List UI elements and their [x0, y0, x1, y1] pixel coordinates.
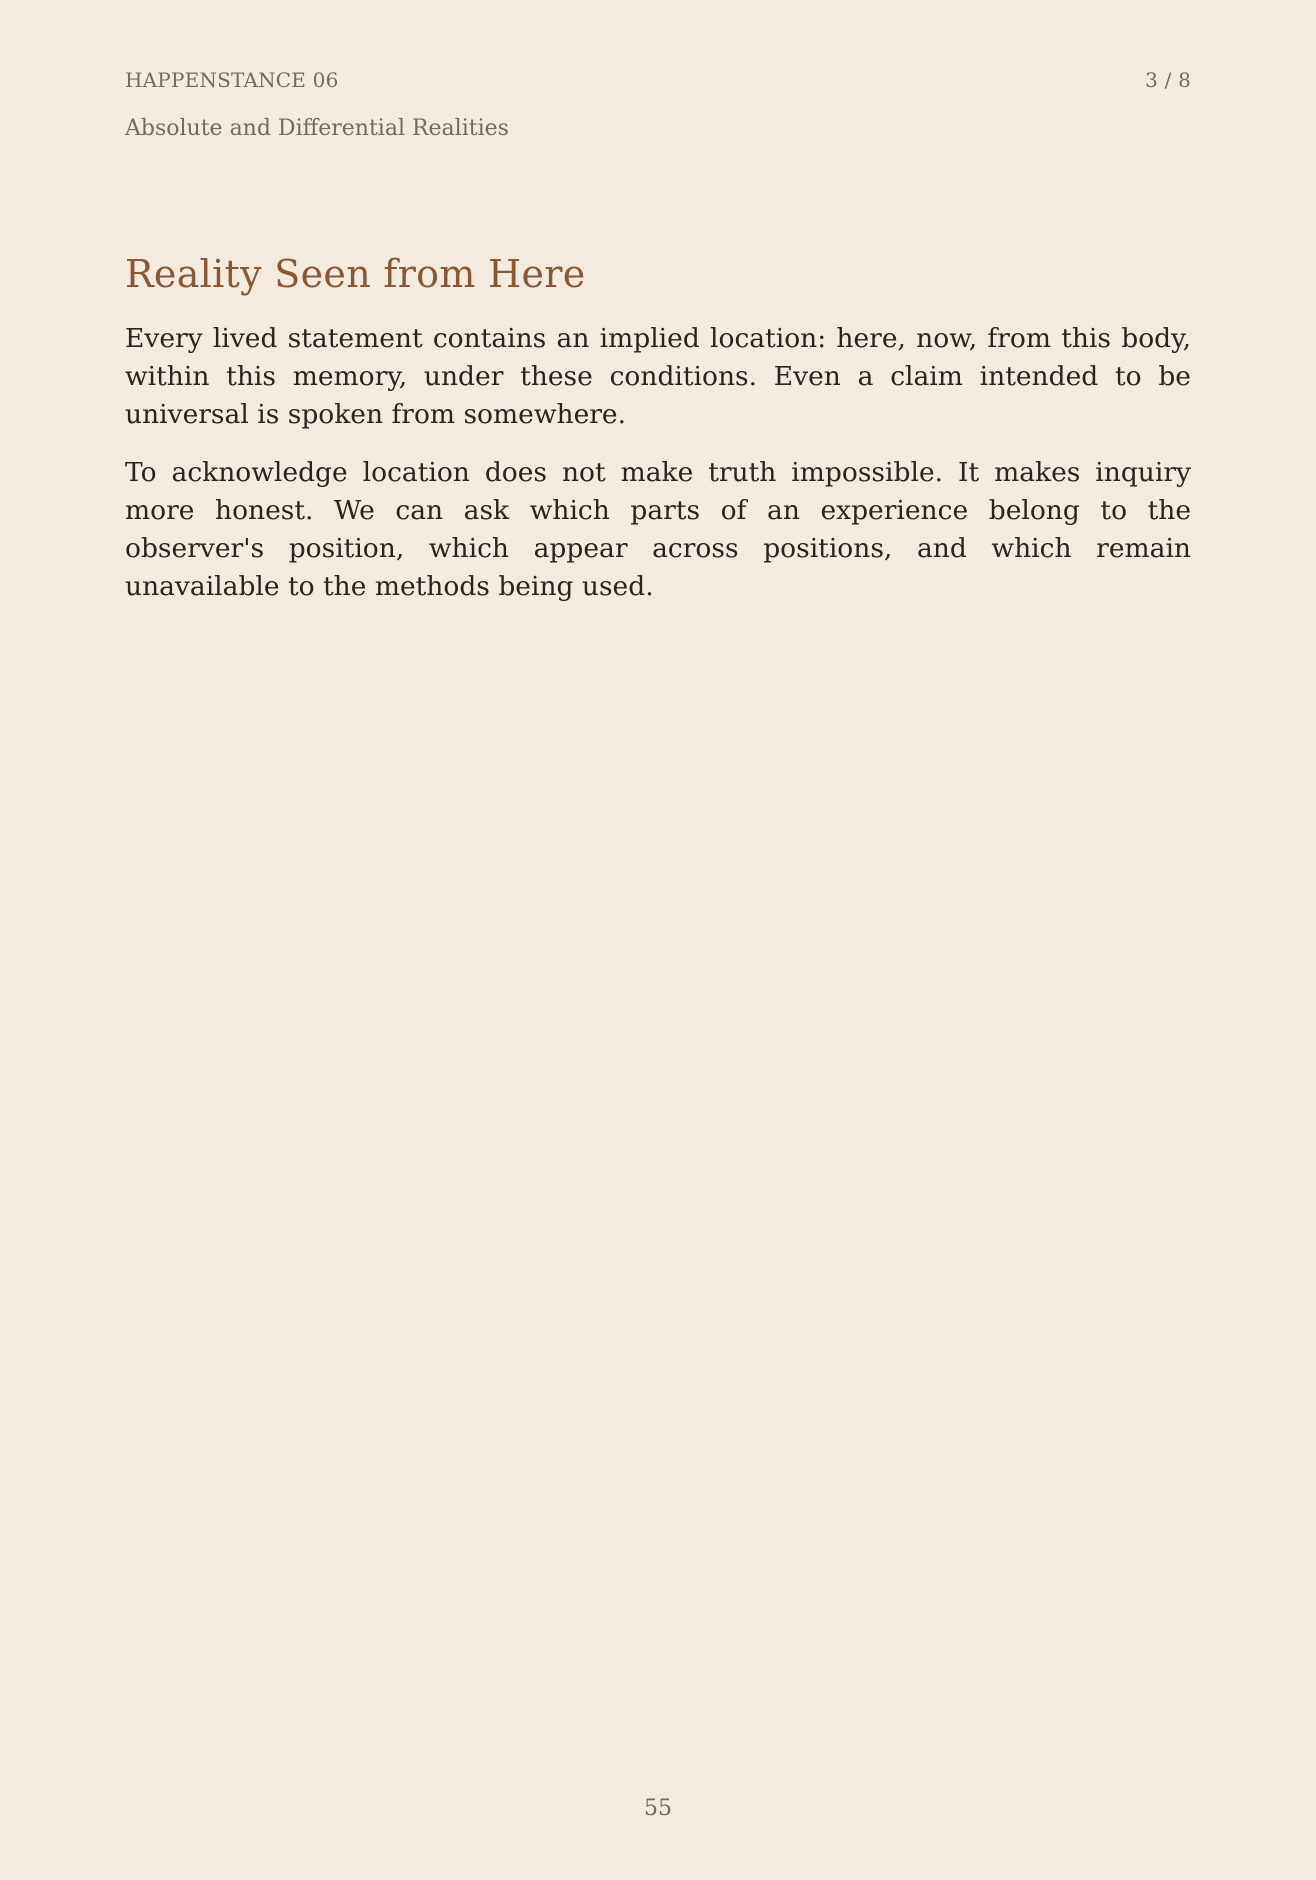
section-heading: Reality Seen from Here: [125, 252, 586, 296]
running-header: [125, 68, 1191, 92]
publication-name: HAPPENSTANCE 06: [125, 68, 339, 92]
body-paragraph: Every lived statement contains an implied location: here, now, from this body, within this memory, under these conditions. Even a claim intended to be universal is spoken from somewhere.: [125, 323, 1191, 430]
page-indicator: 3 / 8: [1145, 68, 1191, 92]
page-number: 55: [644, 1796, 672, 1821]
main-content: [125, 248, 1191, 626]
body-paragraph: To acknowledge location does not make truth impossible. It makes inquiry more honest. We can ask which parts of an experience belong to the observer's position, which appear across positions, and which remain unavailable to the methods being used.: [125, 457, 1191, 602]
chapter-title: Absolute and Differential Realities: [125, 116, 509, 141]
